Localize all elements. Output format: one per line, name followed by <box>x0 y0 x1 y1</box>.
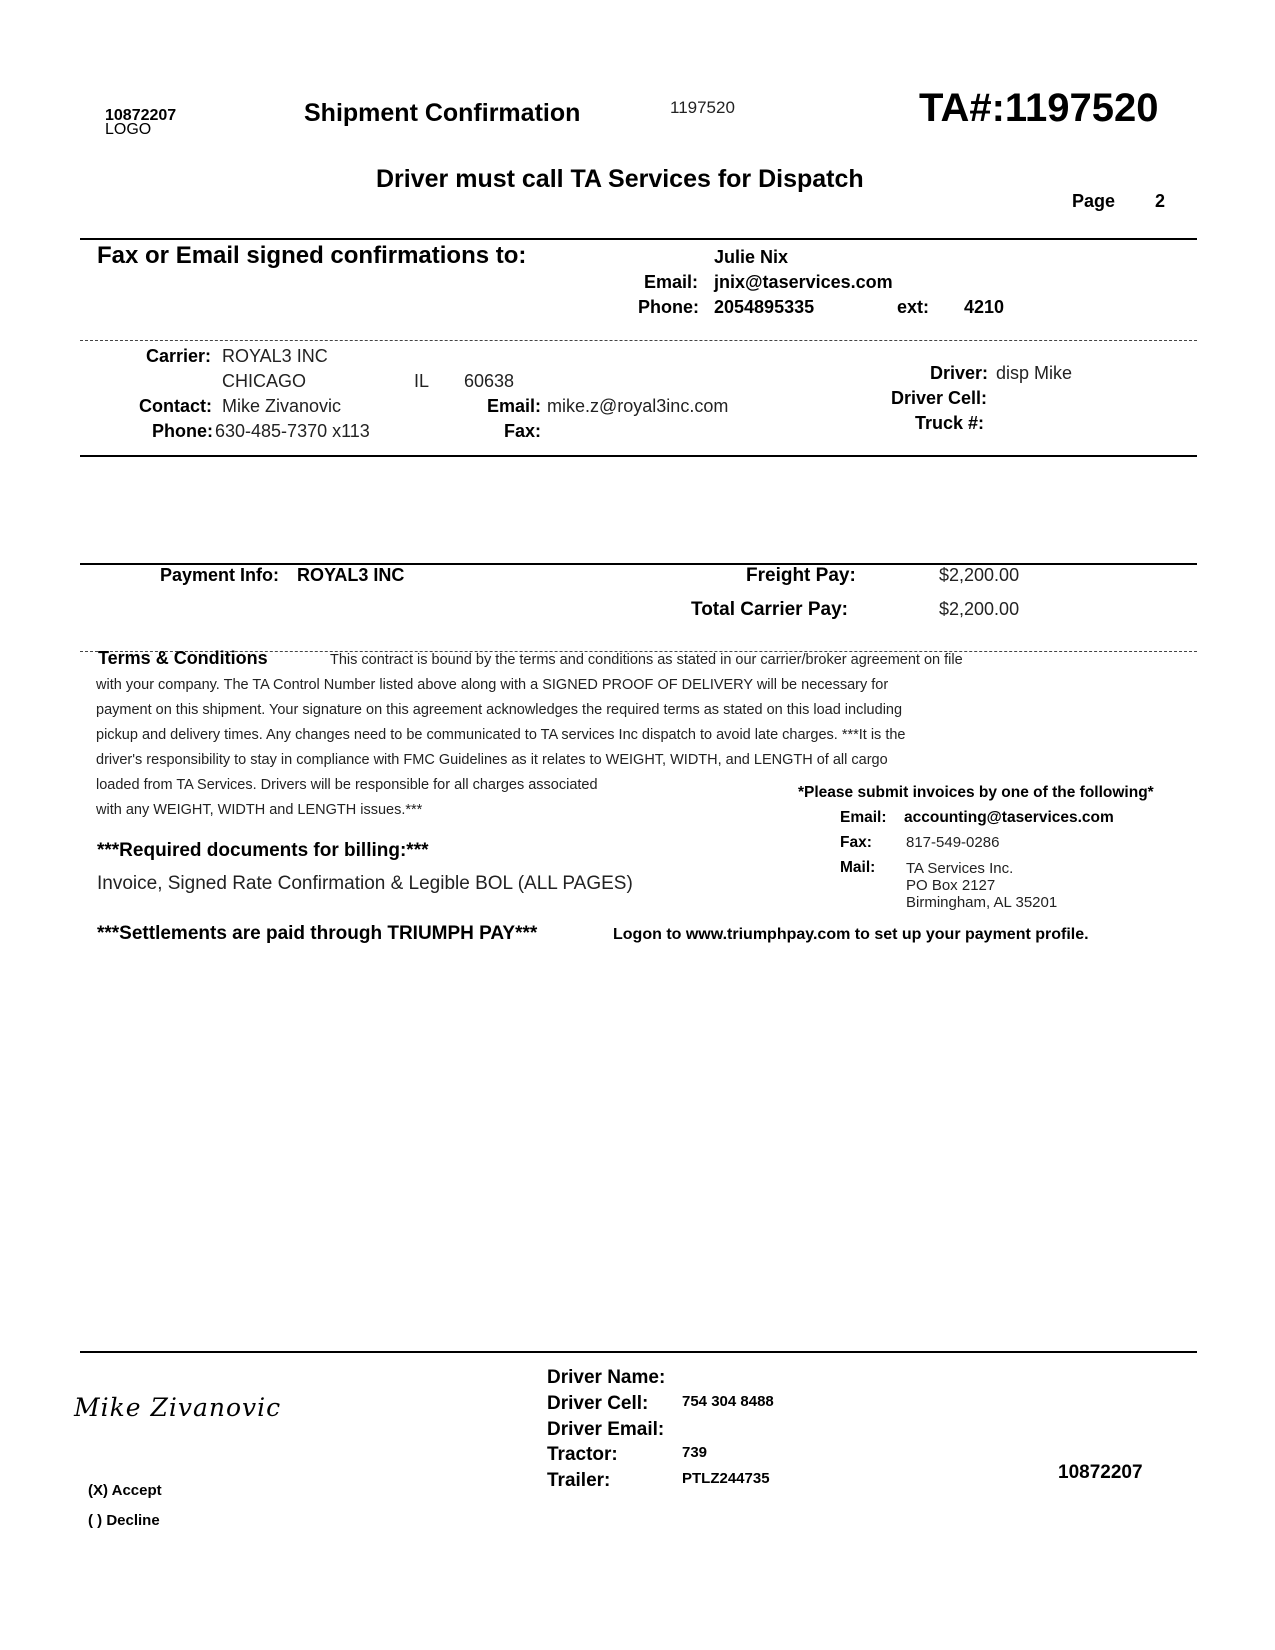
ta-number: TA#:1197520 <box>919 86 1159 130</box>
contact-phone: 2054895335 <box>714 297 815 317</box>
payment-info-label: Payment Info: <box>160 565 280 585</box>
divider <box>80 455 1197 457</box>
accept-option[interactable]: (X) Accept <box>88 1482 162 1499</box>
billing-docs-heading: ***Required documents for billing:*** <box>97 840 429 861</box>
invoice-submit-heading: *Please submit invoices by one of the following* <box>798 784 1154 801</box>
truck-label: Truck #: <box>915 413 985 433</box>
driver-name-label: Driver Name: <box>547 1367 666 1388</box>
terms-text-line: pickup and delivery times. Any changes need to be communicated to TA services Inc dispatch to avoid late charges. ***It is the <box>96 727 906 743</box>
driver-value: disp Mike <box>996 363 1073 383</box>
terms-text-line: loaded from TA Services. Drivers will be responsible for all charges associated <box>96 777 598 793</box>
ext-value: 4210 <box>964 297 1005 317</box>
trailer-label: Trailer: <box>547 1470 611 1491</box>
footer-driver-cell-label: Driver Cell: <box>547 1393 649 1414</box>
carrier-city: CHICAGO <box>222 371 307 391</box>
divider <box>80 238 1197 240</box>
carrier-email-label: Email: <box>487 396 542 416</box>
logo-placeholder: LOGO <box>105 121 152 138</box>
reference-number: 1197520 <box>670 98 735 117</box>
carrier-state: IL <box>414 371 430 391</box>
carrier-fax-label: Fax: <box>504 421 542 441</box>
terms-text-line: with any WEIGHT, WIDTH and LENGTH issues.*** <box>96 802 423 818</box>
freight-pay-value: $2,200.00 <box>939 565 1020 585</box>
footer-driver-cell: 754 304 8488 <box>682 1393 774 1410</box>
total-carrier-pay-label: Total Carrier Pay: <box>691 599 848 620</box>
terms-heading: Terms & Conditions <box>98 648 268 668</box>
divider <box>80 1351 1197 1353</box>
document-code: 10872207 <box>105 107 177 124</box>
carrier-email: mike.z@royal3inc.com <box>547 396 729 416</box>
invoice-email: accounting@taservices.com <box>904 809 1114 826</box>
freight-pay-label: Freight Pay: <box>746 565 856 586</box>
total-carrier-pay-value: $2,200.00 <box>939 599 1020 619</box>
ext-label: ext: <box>897 297 930 317</box>
page-title: Shipment Confirmation <box>304 99 581 127</box>
carrier-name: ROYAL3 INC <box>222 346 328 366</box>
tractor-value: 739 <box>682 1444 708 1461</box>
carrier-label: Carrier: <box>146 346 212 366</box>
decline-option[interactable]: ( ) Decline <box>88 1512 160 1529</box>
carrier-contact: Mike Zivanovic <box>222 396 342 416</box>
invoice-email-label: Email: <box>840 809 887 826</box>
divider <box>80 340 1197 341</box>
contact-email-label: Email: <box>644 272 699 292</box>
invoice-mail-line: PO Box 2127 <box>906 877 996 894</box>
triumphpay-logon: Logon to www.triumphpay.com to set up your payment profile. <box>613 926 1089 943</box>
settlement-notice: ***Settlements are paid through TRIUMPH PAY*** <box>97 923 538 944</box>
billing-docs-list: Invoice, Signed Rate Confirmation & Legible BOL (ALL PAGES) <box>97 873 633 894</box>
invoice-fax: 817-549-0286 <box>906 834 1000 851</box>
terms-text-line: driver's responsibility to stay in compliance with FMC Guidelines as it relates to WEIGHT, WIDTH, and LENGTH of all cargo <box>96 752 888 768</box>
contact-phone-label: Phone: <box>638 297 699 317</box>
contact-label: Contact: <box>139 396 212 416</box>
terms-text-line: payment on this shipment. Your signature on this agreement acknowledges the required terms as stated on this load including <box>96 702 903 718</box>
carrier-phone: 630-485-7370 x113 <box>215 421 370 441</box>
signature: Mike Zivanovic <box>74 1393 282 1422</box>
contact-name: Julie Nix <box>714 247 789 267</box>
invoice-mail-line: Birmingham, AL 35201 <box>906 894 1058 911</box>
driver-email-label: Driver Email: <box>547 1419 665 1440</box>
dispatch-notice: Driver must call TA Services for Dispatch <box>376 165 864 193</box>
tractor-label: Tractor: <box>547 1444 618 1465</box>
driver-cell-label: Driver Cell: <box>891 388 988 408</box>
footer-document-code: 10872207 <box>1058 1462 1143 1483</box>
terms-text-line: with your company. The TA Control Number listed above along with a SIGNED PROOF OF DELIVERY will be necessary for <box>96 677 889 693</box>
fax-email-heading: Fax or Email signed confirmations to: <box>97 242 527 269</box>
trailer-value: PTLZ244735 <box>682 1470 770 1487</box>
carrier-zip: 60638 <box>464 371 515 391</box>
page-number: 2 <box>1155 191 1166 211</box>
invoice-mail-label: Mail: <box>840 859 876 876</box>
payment-info-value: ROYAL3 INC <box>297 565 405 585</box>
terms-text-line: This contract is bound by the terms and conditions as stated in our carrier/broker agreement on file <box>330 652 963 668</box>
carrier-phone-label: Phone: <box>152 421 213 441</box>
invoice-mail-line: TA Services Inc. <box>906 860 1014 877</box>
invoice-fax-label: Fax: <box>840 834 872 851</box>
contact-email: jnix@taservices.com <box>714 272 893 292</box>
page-label: Page <box>1072 191 1116 211</box>
driver-label: Driver: <box>930 363 989 383</box>
